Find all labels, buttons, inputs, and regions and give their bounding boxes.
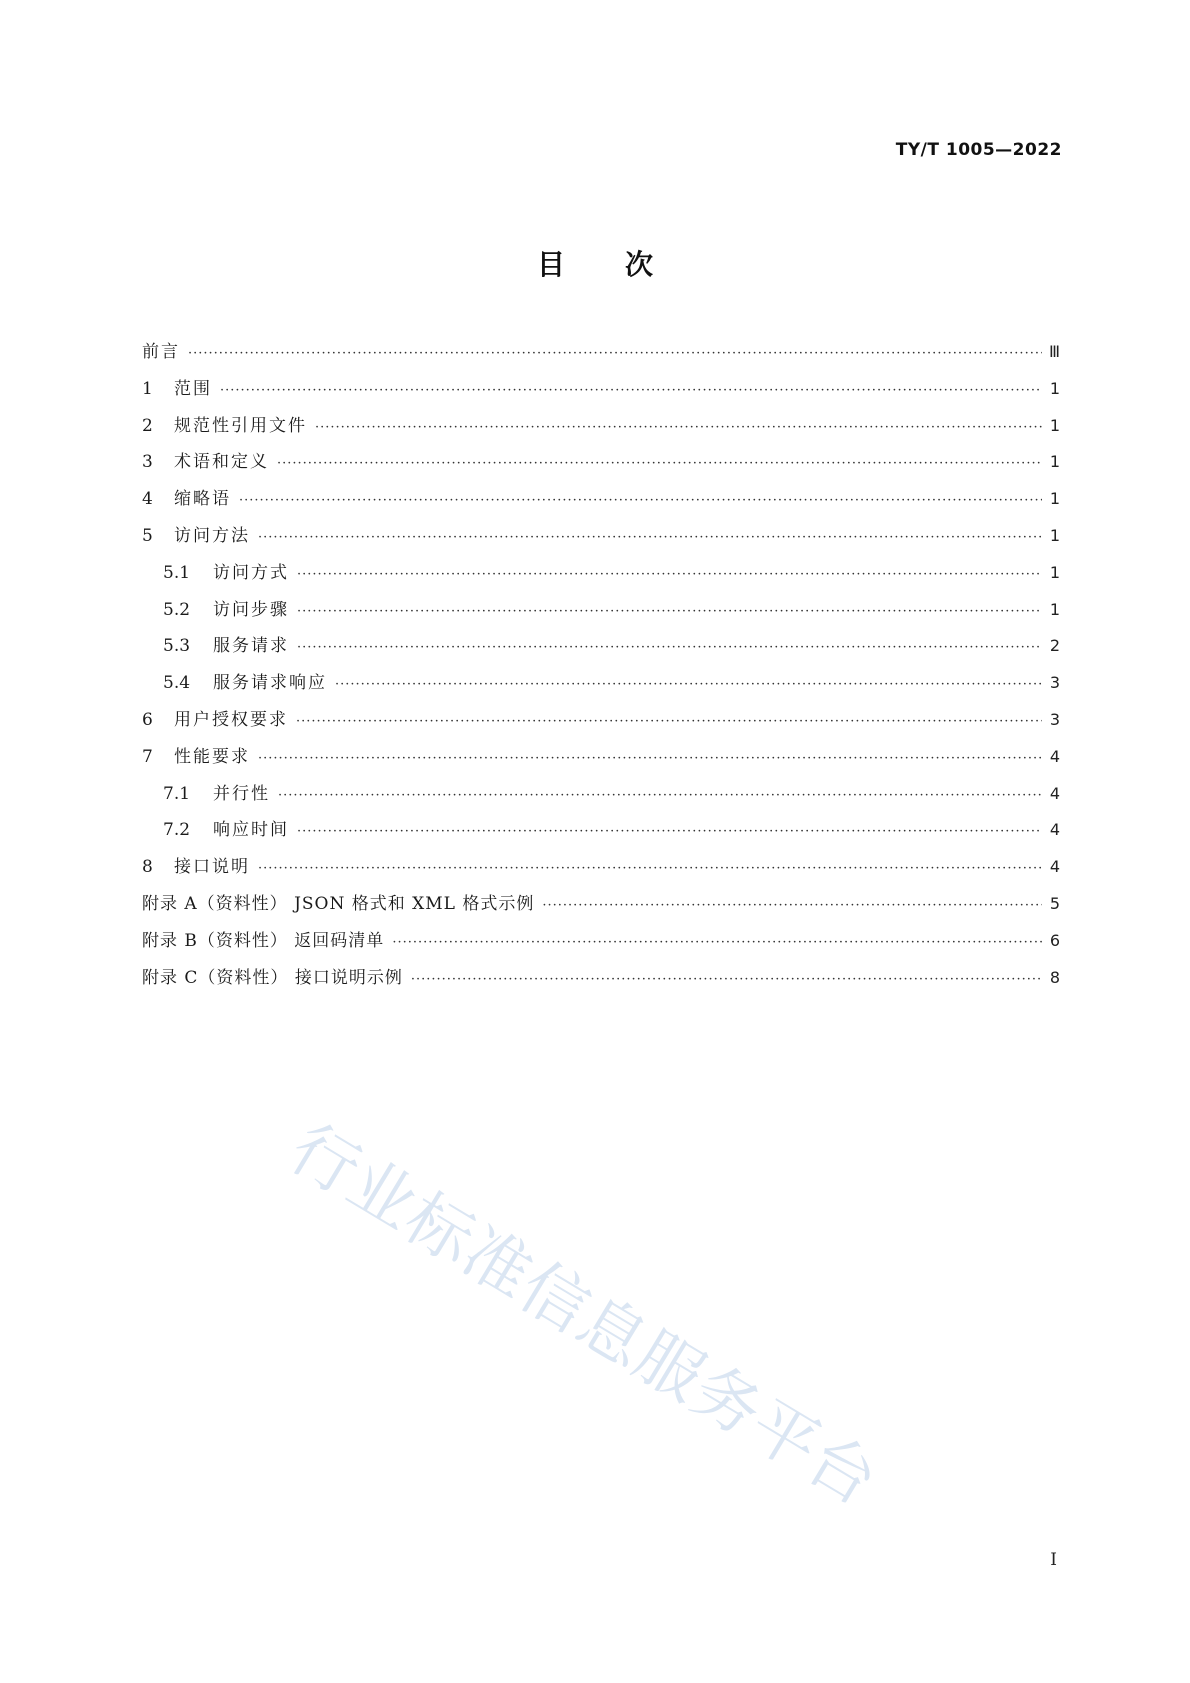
toc-entry[interactable] [142, 598, 1060, 635]
toc-entry-number: 2 [142, 415, 153, 436]
toc-entry-number: 4 [142, 489, 153, 510]
toc-entry-label: 前言 [142, 342, 180, 362]
toc-entry-number: 5.4 [163, 673, 191, 694]
toc-entry[interactable] [142, 671, 1060, 708]
toc-entry-page: 8 [1049, 967, 1060, 987]
toc-entry-page: 4 [1049, 783, 1060, 803]
toc-entry[interactable] [142, 745, 1060, 782]
toc-entry-page: Ⅲ [1048, 342, 1060, 361]
toc-entry-label: 访问方式 [213, 562, 289, 583]
standard-code: TY/T 1005—2022 [895, 140, 1062, 160]
toc-leader-dots [239, 489, 1042, 513]
toc-entry[interactable] [142, 561, 1060, 598]
toc-entry-number: 7 [142, 746, 153, 767]
toc-entry[interactable] [142, 414, 1060, 451]
toc-entry[interactable] [142, 855, 1060, 892]
toc-entry[interactable] [142, 929, 1060, 966]
toc-entry-page: 3 [1049, 709, 1060, 729]
toc-entry-label: 缩略语 [174, 489, 231, 510]
toc-entry-page: 1 [1049, 599, 1060, 619]
toc-entry[interactable] [142, 377, 1060, 414]
toc-entry[interactable] [142, 340, 1060, 377]
toc-entry-label: 接口说明 [174, 857, 250, 878]
toc-entry-label: 规范性引用文件 [174, 415, 307, 436]
watermark: 行业标准信息服务平台 [277, 1109, 892, 1521]
toc-entry-number: 1 [142, 378, 153, 399]
toc-leader-dots [258, 857, 1042, 881]
toc-entry-page: 4 [1049, 746, 1060, 766]
toc-entry[interactable] [142, 818, 1060, 855]
toc-entry-page: 1 [1049, 525, 1060, 545]
toc-entry[interactable] [142, 708, 1060, 745]
toc-entry-label: 术语和定义 [174, 452, 269, 473]
toc-entry-page: 1 [1049, 415, 1060, 435]
toc-leader-dots [220, 379, 1042, 403]
toc-entry[interactable] [142, 487, 1060, 524]
table-of-contents [142, 340, 1060, 1002]
toc-entry-page: 1 [1049, 562, 1060, 582]
toc-entry-page: 5 [1049, 893, 1060, 913]
toc-entry-label: 附录 A（资料性） JSON 格式和 XML 格式示例 [142, 893, 535, 914]
toc-entry-number: 6 [142, 709, 153, 730]
toc-entry-label: 并行性 [213, 783, 270, 804]
toc-entry[interactable] [142, 634, 1060, 671]
toc-entry-label: 性能要求 [174, 746, 250, 767]
toc-entry-page: 6 [1049, 930, 1060, 950]
toc-leader-dots [258, 526, 1042, 550]
toc-entry-number: 5 [142, 525, 153, 546]
toc-entry-label: 响应时间 [213, 820, 289, 841]
toc-entry-page: 2 [1049, 636, 1060, 656]
toc-leader-dots [392, 931, 1042, 955]
toc-entry-label: 服务请求响应 [213, 673, 327, 694]
toc-entry-page: 1 [1049, 378, 1060, 398]
toc-entry[interactable] [142, 892, 1060, 929]
toc-entry[interactable] [142, 782, 1060, 819]
toc-leader-dots [188, 342, 1042, 366]
toc-entry-number: 3 [142, 452, 153, 473]
toc-entry-label: 服务请求 [213, 636, 289, 657]
toc-entry-page: 1 [1049, 489, 1060, 509]
toc-entry-label: 范围 [174, 378, 212, 399]
toc-entry[interactable] [142, 966, 1060, 1003]
page-number: I [1050, 1550, 1057, 1570]
toc-entry-page: 3 [1049, 673, 1060, 693]
toc-leader-dots [296, 710, 1042, 734]
toc-entry-number: 5.2 [163, 599, 191, 620]
toc-entry-number: 5.3 [163, 636, 191, 657]
toc-entry[interactable] [142, 450, 1060, 487]
toc-leader-dots [278, 784, 1042, 808]
page-title: 目次 [536, 248, 713, 281]
toc-entry-number: 5.1 [163, 562, 191, 583]
toc-leader-dots [258, 747, 1042, 771]
toc-leader-dots [297, 636, 1042, 660]
toc-entry[interactable] [142, 524, 1060, 561]
toc-entry-page: 1 [1049, 452, 1060, 472]
toc-entry-page: 4 [1049, 820, 1060, 840]
toc-entry-page: 4 [1049, 857, 1060, 877]
toc-entry-label: 访问方法 [174, 525, 250, 546]
toc-leader-dots [297, 820, 1042, 844]
toc-entry-label: 附录 B（资料性） 返回码清单 [142, 930, 385, 951]
toc-entry-number: 7.1 [163, 783, 191, 804]
toc-leader-dots [411, 968, 1042, 992]
toc-leader-dots [542, 894, 1042, 918]
toc-leader-dots [315, 416, 1042, 440]
toc-leader-dots [277, 452, 1042, 476]
toc-entry-label: 附录 C（资料性） 接口说明示例 [142, 967, 403, 988]
toc-entry-number: 7.2 [163, 820, 191, 841]
toc-leader-dots [297, 600, 1042, 624]
toc-leader-dots [297, 563, 1042, 587]
toc-entry-label: 访问步骤 [213, 599, 289, 620]
toc-leader-dots [335, 673, 1042, 697]
toc-entry-label: 用户授权要求 [174, 709, 288, 730]
toc-entry-number: 8 [142, 857, 153, 878]
